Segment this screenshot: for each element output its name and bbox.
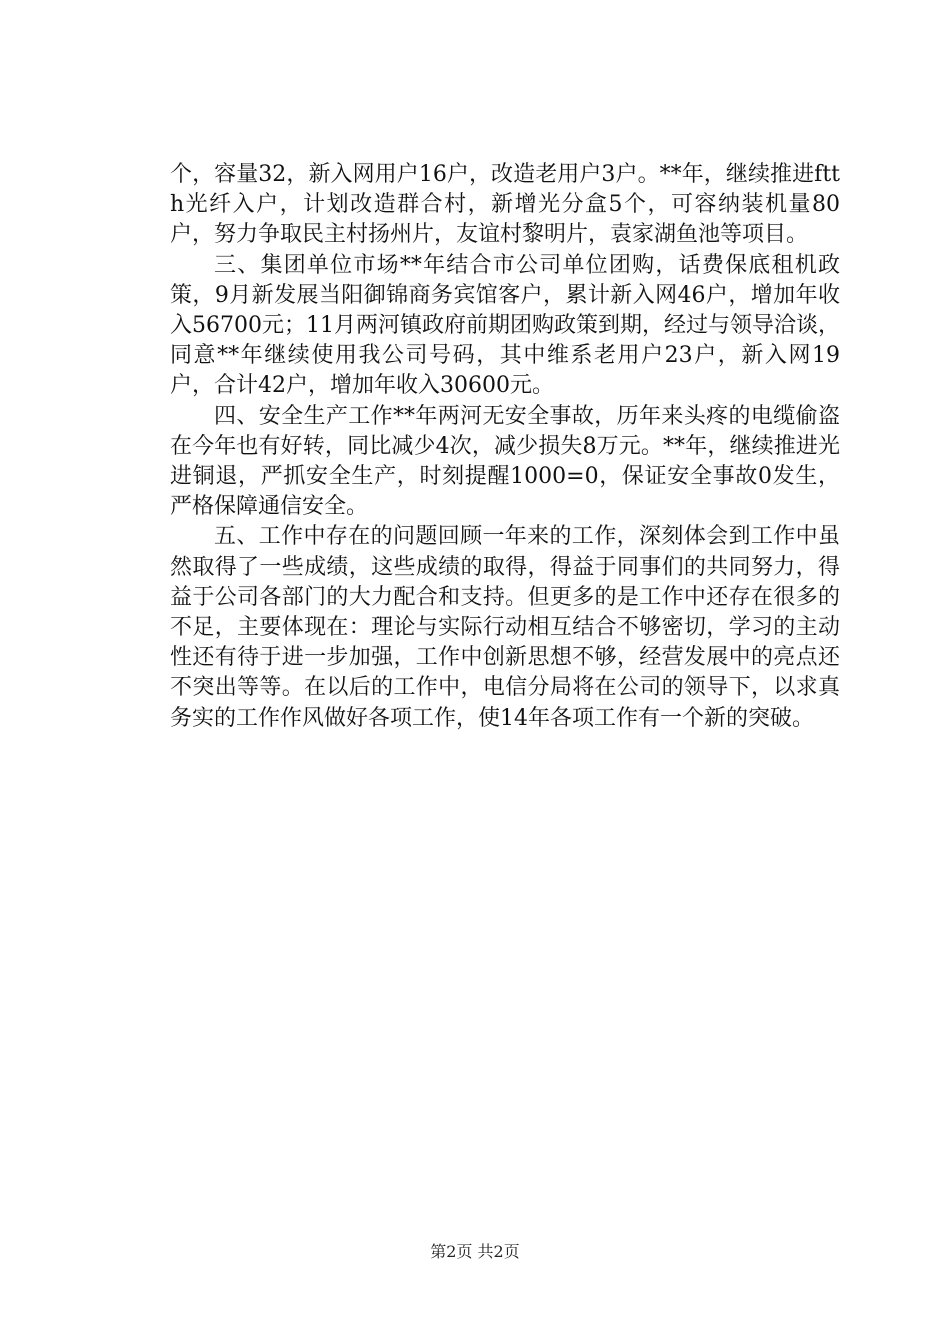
paragraph-capacity: 个，容量32，新入网用户16户，改造老用户3户。**年，继续推进ftth光纤入户，计划改造群合村，新增光分盒5个，可容纳装机量80户，努力争取民主村扬州片，友谊村黎明片，袁家湖鱼池等项目。 [170,162,840,248]
paragraph-group-market: 三、集团单位市场**年结合市公司单位团购，话费保底租机政策，9月新发展当阳御锦商务宾馆客户，累计新入网46户，增加年收入56700元；11月两河镇政府前期团购政策到期，经过与领导洽谈，同意**年继续使用我公司号码，其中维系老用户23户，新入网19户，合计42户，增加年收入30600元。 [170,252,840,399]
paragraph-safety: 四、安全生产工作**年两河无安全事故，历年来头疼的电缆偷盗在今年也有好转，同比减少4次，减少损失8万元。**年，继续推进光进铜退，严抓安全生产，时刻提醒1000=0，保证安全事故0发生，严格保障通信安全。 [170,403,840,520]
page-number-footer: 第2页 共2页 [430,1242,520,1261]
document-body [170,160,840,734]
paragraph-problems: 五、工作中存在的问题回顾一年来的工作，深刻体会到工作中虽然取得了一些成绩，这些成绩的取得，得益于同事们的共同努力，得益于公司各部门的大力配合和支持。但更多的是工作中还存在很多的不足，主要体现在：理论与实际行动相互结合不够密切，学习的主动性还有待于进一步加强，工作中创新思想不够，经营发展中的亮点还不突出等等。在以后的工作中，电信分局将在公司的领导下，以求真务实的工作作风做好各项工作，使14年各项工作有一个新的突破。 [170,524,840,731]
